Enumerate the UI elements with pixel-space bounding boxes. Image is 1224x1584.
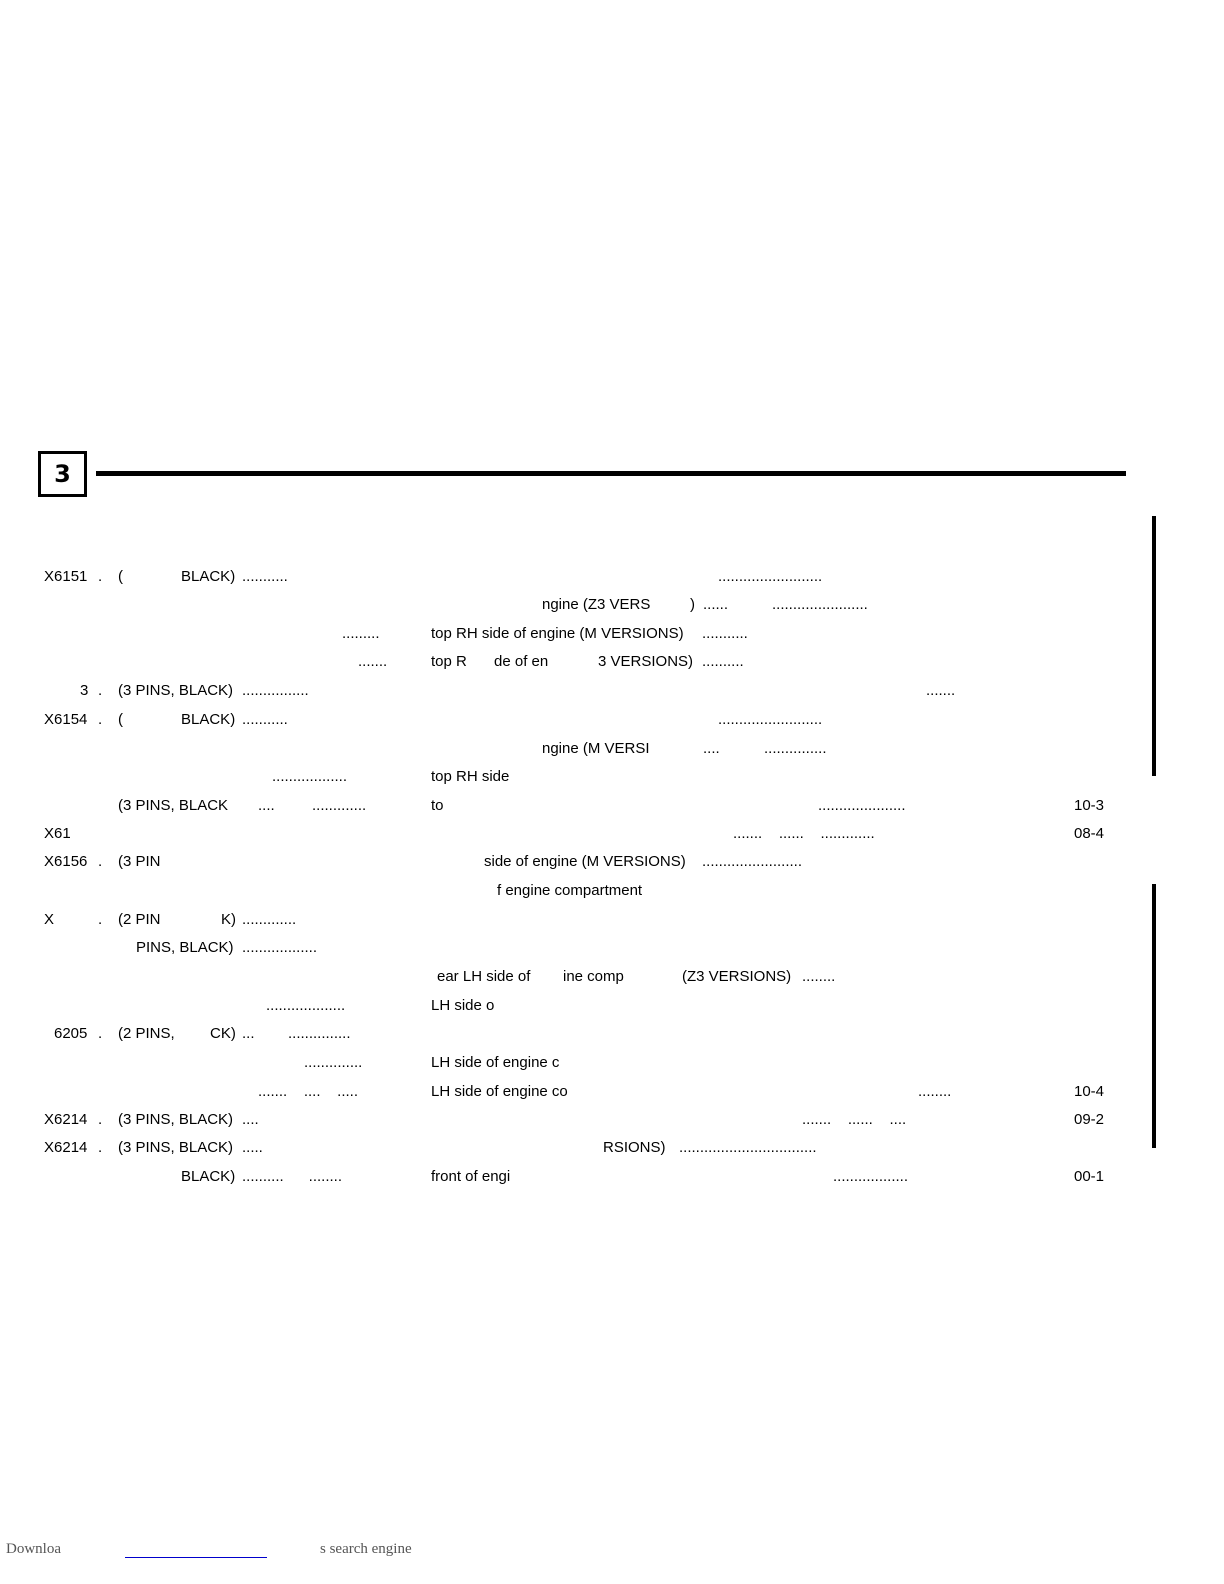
separator-dot: . <box>98 568 103 585</box>
connector-id: X6214 <box>44 1111 88 1128</box>
location-text-part: de of en <box>494 653 549 670</box>
location-text: top RH side <box>431 768 510 785</box>
index-row <box>0 1082 1224 1102</box>
dot-leader: ....... ...... .... <box>802 1111 907 1128</box>
footer-text: Downloa <box>6 1541 61 1557</box>
page-ref: 00-1 <box>1074 1168 1105 1185</box>
dot-leader: ........ <box>918 1083 952 1100</box>
dot-leader: .................. <box>272 768 348 785</box>
connector-id: X <box>44 911 55 928</box>
dot-leader: .... <box>258 797 275 814</box>
footer-link[interactable] <box>125 1557 267 1558</box>
dot-leader: ........ <box>802 968 836 985</box>
index-row <box>0 967 1224 987</box>
dot-leader: .................. <box>242 939 318 956</box>
separator-dot: . <box>98 853 103 870</box>
connector-id: 3 <box>80 682 89 699</box>
index-row <box>0 767 1224 787</box>
connector-description-part: BLACK) <box>181 1168 236 1185</box>
separator-dot: . <box>98 911 103 928</box>
location-text: front of engi <box>431 1168 511 1185</box>
connector-id: X6151 <box>44 568 88 585</box>
index-row <box>0 624 1224 644</box>
connector-description: PINS, BLACK) <box>136 939 234 956</box>
separator-dot: . <box>98 682 103 699</box>
connector-description: (3 PINS, BLACK) <box>118 1139 234 1156</box>
index-row <box>0 938 1224 958</box>
footer-text: s search engine <box>320 1541 412 1557</box>
dot-leader: ........... <box>702 625 748 642</box>
dot-leader: ........... <box>242 568 288 585</box>
connector-description: (3 PINS, BLACK) <box>118 1111 234 1128</box>
dot-leader: ....... ...... ............. <box>733 825 875 842</box>
index-row <box>0 1167 1224 1187</box>
location-text: top R <box>431 653 467 670</box>
dot-leader: ......................... <box>718 568 823 585</box>
location-text: side of engine (M VERSIONS) <box>484 853 686 870</box>
index-row <box>0 1110 1224 1130</box>
connector-description: (2 PINS, <box>118 1025 175 1042</box>
section-rule <box>96 471 1126 476</box>
index-row <box>0 881 1224 901</box>
connector-description: (2 PIN <box>118 911 161 928</box>
connector-description-part: BLACK) <box>181 711 236 728</box>
section-number: 3 <box>54 460 71 488</box>
index-row <box>0 852 1224 872</box>
location-text: LH side of engine co <box>431 1083 568 1100</box>
index-row <box>0 710 1224 730</box>
margin-bar <box>1152 516 1156 776</box>
index-row <box>0 652 1224 672</box>
connector-description: (3 PINS, BLACK <box>118 797 229 814</box>
page-ref: 10-4 <box>1074 1083 1105 1100</box>
separator-dot: . <box>98 1025 103 1042</box>
index-row <box>0 595 1224 615</box>
connector-description: ( <box>118 711 123 728</box>
index-row <box>0 824 1224 844</box>
location-text: top RH side of engine (M VERSIONS) <box>431 625 684 642</box>
location-text-part: ) <box>690 596 695 613</box>
index-row <box>0 1138 1224 1158</box>
dot-leader: ......................... <box>718 711 823 728</box>
dot-leader: ....... .... ..... <box>258 1083 359 1100</box>
dot-leader: .................. <box>833 1168 909 1185</box>
index-row <box>0 739 1224 759</box>
dot-leader: ... <box>242 1025 255 1042</box>
separator-dot: . <box>98 1111 103 1128</box>
dot-leader: ..... <box>242 1139 263 1156</box>
location-text: LH side o <box>431 997 495 1014</box>
dot-leader: .... <box>242 1111 259 1128</box>
dot-leader: ................... <box>266 997 346 1014</box>
connector-description-part: K) <box>221 911 236 928</box>
connector-description-part: BLACK) <box>181 568 236 585</box>
dot-leader: ....... <box>926 682 956 699</box>
connector-id: 6205 <box>54 1025 88 1042</box>
location-text: ear LH side of <box>437 968 531 985</box>
dot-leader: ..................... <box>818 797 906 814</box>
index-row <box>0 567 1224 587</box>
dot-leader: ............. <box>242 911 297 928</box>
connector-description-part: CK) <box>210 1025 236 1042</box>
location-text-part: 3 VERSIONS) <box>598 653 694 670</box>
dot-leader: ............... <box>764 740 827 757</box>
index-row <box>0 996 1224 1016</box>
separator-dot: . <box>98 1139 103 1156</box>
dot-leader: .......... <box>702 653 744 670</box>
page-ref: 10-3 <box>1074 797 1105 814</box>
dot-leader: ......... <box>342 625 380 642</box>
index-row <box>0 681 1224 701</box>
dot-leader: ....... <box>358 653 388 670</box>
location-text: to <box>431 797 444 814</box>
separator-dot: . <box>98 711 103 728</box>
dot-leader: .............. <box>304 1054 363 1071</box>
location-text-part: ine comp <box>563 968 624 985</box>
location-text: LH side of engine c <box>431 1054 560 1071</box>
location-text: f engine compartment <box>497 882 643 899</box>
index-row <box>0 796 1224 816</box>
location-text: ngine (M VERSI <box>542 740 650 757</box>
location-text: RSIONS) <box>603 1139 666 1156</box>
location-text-part: (Z3 VERSIONS) <box>682 968 792 985</box>
page-ref: 08-4 <box>1074 825 1105 842</box>
connector-description: (3 PIN <box>118 853 161 870</box>
dot-leader: ................................. <box>679 1139 817 1156</box>
section-badge <box>38 451 87 497</box>
dot-leader: ....................... <box>772 596 868 613</box>
connector-id: X61 <box>44 825 71 842</box>
page-ref: 09-2 <box>1074 1111 1105 1128</box>
dot-leader: .......... ........ <box>242 1168 343 1185</box>
dot-leader: ............... <box>288 1025 351 1042</box>
index-row <box>0 1053 1224 1073</box>
dot-leader: ................ <box>242 682 309 699</box>
connector-id: X6214 <box>44 1139 88 1156</box>
dot-leader: ............. <box>312 797 367 814</box>
connector-description: ( <box>118 568 123 585</box>
location-text: ngine (Z3 VERS <box>542 596 651 613</box>
dot-leader: ........................ <box>702 853 803 870</box>
dot-leader: ........... <box>242 711 288 728</box>
dot-leader: .... <box>703 740 720 757</box>
connector-id: X6154 <box>44 711 88 728</box>
index-row <box>0 910 1224 930</box>
connector-description: (3 PINS, BLACK) <box>118 682 234 699</box>
index-row <box>0 1024 1224 1044</box>
dot-leader: ...... <box>703 596 729 613</box>
connector-id: X6156 <box>44 853 88 870</box>
